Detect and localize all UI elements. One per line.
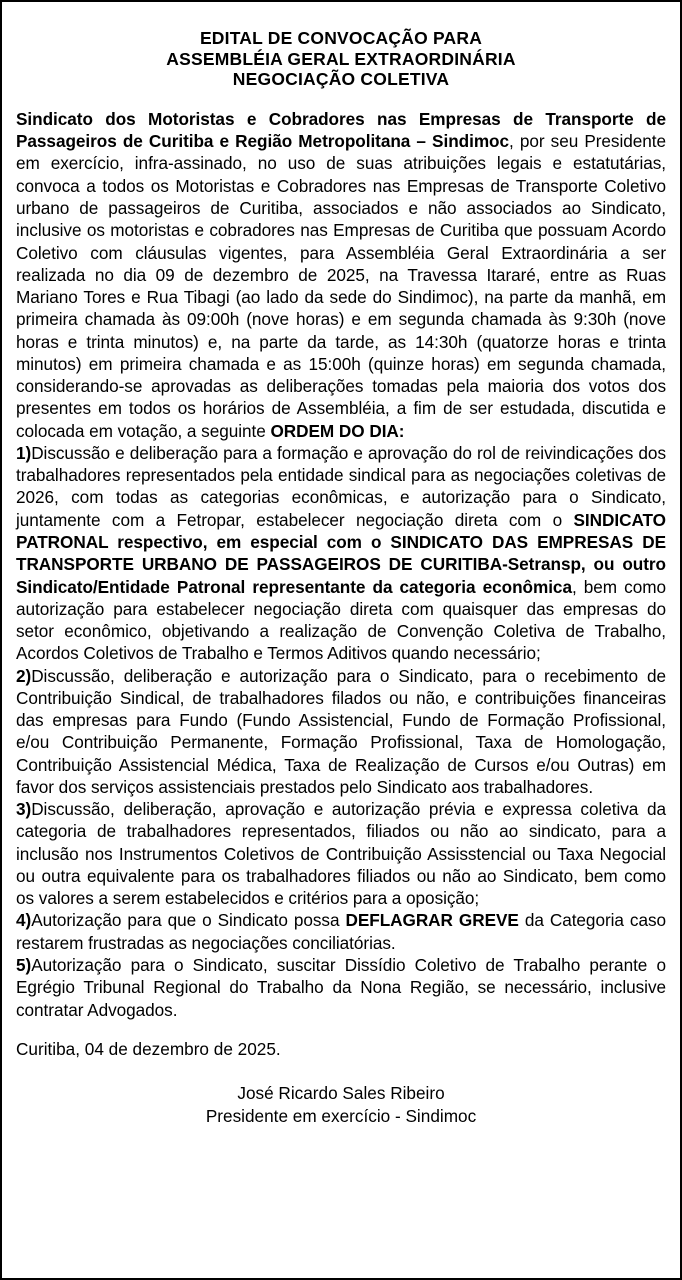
intro-union-name: Sindicato dos Motoristas e Cobradores nas Empresas de Transporte de Passageiros de Curitiba e Região Metropolitana – Sindimoc <box>16 108 666 152</box>
agenda-item-5 <box>16 954 666 1021</box>
signature-block <box>16 1038 666 1127</box>
agenda-item-1-text-a: Discussão e deliberação para a formação e aprovação do rol de reivindicações dos trabalhadores representados pela entidade sindical para as negociações coletivas de 2026, com todas as categorias econômicas, e autorização para o Sindicato, juntamente com a Fetropar, estabelecer negociação direta com o <box>16 442 666 530</box>
title-line-2: ASSEMBLÉIA GERAL EXTRAORDINÁRIA <box>166 48 516 69</box>
agenda-item-2 <box>16 665 666 799</box>
agenda-item-5-text: Autorização para o Sindicato, suscitar Dissídio Coletivo de Trabalho perante o Egrégio Tribunal Regional do Trabalho da Nona Região, se necessário, inclusive contratar Advogados. <box>16 955 666 1020</box>
document-title <box>16 28 666 90</box>
title-line-1: EDITAL DE CONVOCAÇÃO PARA <box>199 28 483 48</box>
agenda-item-3 <box>16 798 666 909</box>
signer-role: Presidente em exercício - Sindimoc <box>205 1105 477 1126</box>
agenda-item-5-number: 5) <box>16 955 32 976</box>
title-line-3: NEGOCIAÇÃO COLETIVA <box>232 69 450 90</box>
agenda-item-4-text-c: da Categoria caso restarem frustradas as negociações conciliatórias. <box>16 910 667 953</box>
place-date: Curitiba, 04 de dezembro de 2025. <box>16 1038 281 1059</box>
agenda-item-4-text-bold: DEFLAGRAR GREVE <box>345 910 519 931</box>
agenda-item-3-number: 3) <box>16 799 32 820</box>
agenda-item-4-text-a: Autorização para que o Sindicato possa <box>31 910 346 931</box>
agenda-item-4 <box>16 909 666 954</box>
intro-text: , por seu Presidente em exercício, infra-assinado, no uso de suas atribuições legais e estatutárias, convoca a todos os Motoristas e Cobradores nas Empresas de Transporte Coletivo urbano de passageiros de Curitiba, associados e não associados ao Sindicato, inclusive os motoristas e cobradores nas Empresas de Curitiba que possuam Acordo Coletivo com cláusulas vigentes, para Assembléia Geral Extraordinária a ser realizada no dia 09 de dezembro de 2025, na Travessa Itararé, entre as Ruas Mariano Tores e Rua Tibagi (ao lado da sede do Sindimoc), na parte da manhã, em primeira chamada às 09:00h (nove horas) e em segunda chamada às 9:30h (nove horas e trinta minutos) e, na parte da tarde, as 14:30h (quatorze horas e trinta minutos) em primeira chamada e as 15:00h (quinze horas) em segunda chamada, considerando-se aprovadas as deliberações tomadas pela maioria dos votos dos presentes em todos os horários de Assembléia, a fim de ser estudada, discutida e colocada em votação, a seguinte <box>16 131 667 441</box>
agenda-item-4-number: 4) <box>16 910 32 931</box>
document-body <box>16 108 666 1021</box>
agenda-item-2-number: 2) <box>16 665 32 686</box>
agenda-item-2-text: Discussão, deliberação e autorização para o Sindicato, para o recebimento de Contribuição Sindical, de trabalhadores filados ou não, e contribuições financeiras das empresas para Fundo (Fundo Assistencial, Fundo de Formação Profissional, e/ou Contribuição Permanente, Formação Profissional, Taxa de Homologação, Contribuição Assistencial Médica, Taxa de Realização de Cursos e/ou Outras) em favor dos serviços assistenciais prestados pelo Sindicato aos trabalhadores. <box>16 665 666 797</box>
agenda-item-1-number: 1) <box>16 442 32 463</box>
signer-block <box>16 1082 666 1127</box>
ordem-do-dia-label: ORDEM DO DIA: <box>270 420 405 441</box>
agenda-item-3-text: Discussão, deliberação, aprovação e autorização prévia e expressa coletiva da categoria de trabalhadores representados, filiados ou não ao sindicato, para a inclusão nos Instrumentos Coletivos de Contribuição Assisstencial ou Taxa Negocial ou outra equivalente para os trabalhadores filiados ou não ao Sindicato, bem como os valores a serem estabelecidos e critérios para a oposição; <box>16 799 666 909</box>
agenda-item-1-text-bold: SINDICATO PATRONAL respectivo, em especial com o SINDICATO DAS EMPRESAS DE TRANSPORTE URBANO DE PASSAGEIROS DE CURITIBA-Setransp, ou outro Sindicato/Entidade Patronal representante da categoria econômica <box>16 509 666 597</box>
agenda-item-1-text-c: , bem como autorização para estabelecer negociação direta com quaisquer das empresas do setor econômico, objetivando a realização de Convenção Coletiva de Trabalho, Acordos Coletivos de Trabalho e Termos Aditivos quando necessário; <box>16 576 667 664</box>
agenda-item-1 <box>16 442 666 665</box>
intro-paragraph <box>16 108 666 442</box>
signer-name: José Ricardo Sales Ribeiro <box>237 1083 445 1104</box>
